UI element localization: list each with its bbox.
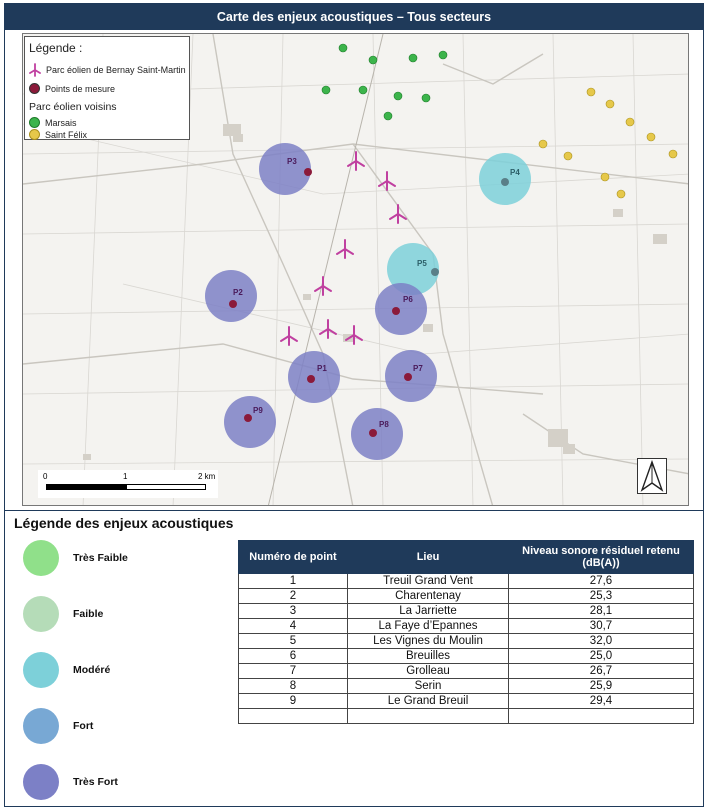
- legend-points-label: Points de mesure: [45, 83, 116, 94]
- point-marker: [229, 300, 237, 308]
- section-divider: [5, 510, 703, 511]
- enjeu-swatch: [23, 764, 59, 800]
- table-row: [239, 619, 694, 634]
- cell-lieu: Serin: [348, 679, 509, 694]
- point-label-p4: P4: [510, 168, 520, 177]
- header-point: Numéro de point: [239, 541, 348, 574]
- page-title: Carte des enjeux acoustiques – Tous secteurs: [5, 4, 703, 30]
- cell-lieu: La Faye d’Epannes: [348, 619, 509, 634]
- enjeu-item-faible: [23, 596, 103, 632]
- table-row: [239, 664, 694, 679]
- enjeu-item-fort: [23, 708, 93, 744]
- table-row: [239, 589, 694, 604]
- table-row: [239, 694, 694, 709]
- point-marker: [404, 373, 412, 381]
- cell-lieu: Le Grand Breuil: [348, 694, 509, 709]
- cell-niveau: 32,0: [509, 634, 694, 649]
- cell-lieu: Grolleau: [348, 664, 509, 679]
- cell-niveau: 30,7: [509, 619, 694, 634]
- enjeu-swatch: [23, 652, 59, 688]
- point-marker: [392, 307, 400, 315]
- cell-point: 1: [239, 574, 348, 589]
- point-label-p5: P5: [417, 259, 427, 268]
- point-label-p3: P3: [287, 157, 297, 166]
- point-marker: [431, 268, 439, 276]
- point-marker: [244, 414, 252, 422]
- header-niveau: Niveau sonore résiduel retenu (dB(A)): [509, 541, 694, 574]
- scale-end: 2 km: [198, 472, 216, 481]
- table-row: [239, 634, 694, 649]
- point-label-p8: P8: [379, 420, 389, 429]
- marsais-marker-icon: [29, 117, 40, 128]
- table-row: [239, 679, 694, 694]
- cell-lieu: Les Vignes du Moulin: [348, 634, 509, 649]
- legend-neighbors-title: Parc éolien voisins: [29, 101, 117, 113]
- cell-niveau: 28,1: [509, 604, 694, 619]
- enjeux-legend-title: Légende des enjeux acoustiques: [14, 515, 234, 531]
- enjeu-label: Fort: [73, 720, 94, 732]
- legend-turbine-label: Parc éolien de Bernay Saint-Martin: [46, 65, 186, 75]
- levels-table: [238, 540, 694, 724]
- cell-lieu: Treuil Grand Vent: [348, 574, 509, 589]
- enjeu-swatch: [23, 540, 59, 576]
- point-label-p1: P1: [317, 364, 327, 373]
- legend-saint-felix-label: Saint Félix: [45, 129, 88, 140]
- enjeu-label: Faible: [73, 608, 104, 620]
- cell-point: 2: [239, 589, 348, 604]
- point-label-p6: P6: [403, 295, 413, 304]
- cell-point: 8: [239, 679, 348, 694]
- point-marker: [307, 375, 315, 383]
- cell-lieu: Breuilles: [348, 649, 509, 664]
- point-marker: [501, 178, 509, 186]
- table-header-row: [239, 541, 694, 574]
- cell-point: 3: [239, 604, 348, 619]
- scale-bar: [38, 470, 218, 498]
- cell-niveau: 25,0: [509, 649, 694, 664]
- cell-niveau: 25,3: [509, 589, 694, 604]
- enjeu-item-tres-faible: [23, 540, 128, 576]
- point-label-p9: P9: [253, 406, 263, 415]
- enjeu-item-modere: [23, 652, 110, 688]
- cell-niveau: 29,4: [509, 694, 694, 709]
- legend-marsais-label: Marsais: [45, 117, 77, 128]
- cell-point: 6: [239, 649, 348, 664]
- cell-lieu: La Jarriette: [348, 604, 509, 619]
- enjeu-label: Très Fort: [73, 776, 118, 788]
- enjeu-swatch: [23, 708, 59, 744]
- point-label-p7: P7: [413, 364, 423, 373]
- legend-row-turbine: [29, 63, 186, 77]
- cell-niveau: 26,7: [509, 664, 694, 679]
- legend-row-marsais: [29, 117, 77, 128]
- saint-felix-marker-icon: [29, 129, 40, 140]
- cell-point: 5: [239, 634, 348, 649]
- enjeu-swatch: [23, 596, 59, 632]
- cell-niveau: 27,6: [509, 574, 694, 589]
- point-marker: [369, 429, 377, 437]
- enjeu-item-tres-fort: [23, 764, 118, 800]
- cell-point: 9: [239, 694, 348, 709]
- scale-zero: 0: [43, 472, 48, 481]
- legend-row-saint-felix: [29, 129, 87, 140]
- point-marker: [304, 168, 312, 176]
- scale-mid: 1: [123, 472, 128, 481]
- turbine-icon: [29, 63, 41, 77]
- point-marker-icon: [29, 83, 40, 94]
- table-row: [239, 604, 694, 619]
- scale-bar-graphic: [46, 484, 206, 490]
- map-legend-title: Légende :: [29, 41, 83, 55]
- header-lieu: Lieu: [348, 541, 509, 574]
- table-row: [239, 574, 694, 589]
- table-row-empty: [239, 709, 694, 724]
- north-arrow-icon: [637, 458, 667, 494]
- cell-lieu: Charentenay: [348, 589, 509, 604]
- legend-row-points: [29, 83, 115, 94]
- cell-point: 4: [239, 619, 348, 634]
- cell-niveau: 25,9: [509, 679, 694, 694]
- point-label-p2: P2: [233, 288, 243, 297]
- enjeu-label: Très Faible: [73, 552, 128, 564]
- map-legend: [24, 36, 190, 140]
- enjeu-label: Modéré: [73, 664, 111, 676]
- table-row: [239, 649, 694, 664]
- cell-point: 7: [239, 664, 348, 679]
